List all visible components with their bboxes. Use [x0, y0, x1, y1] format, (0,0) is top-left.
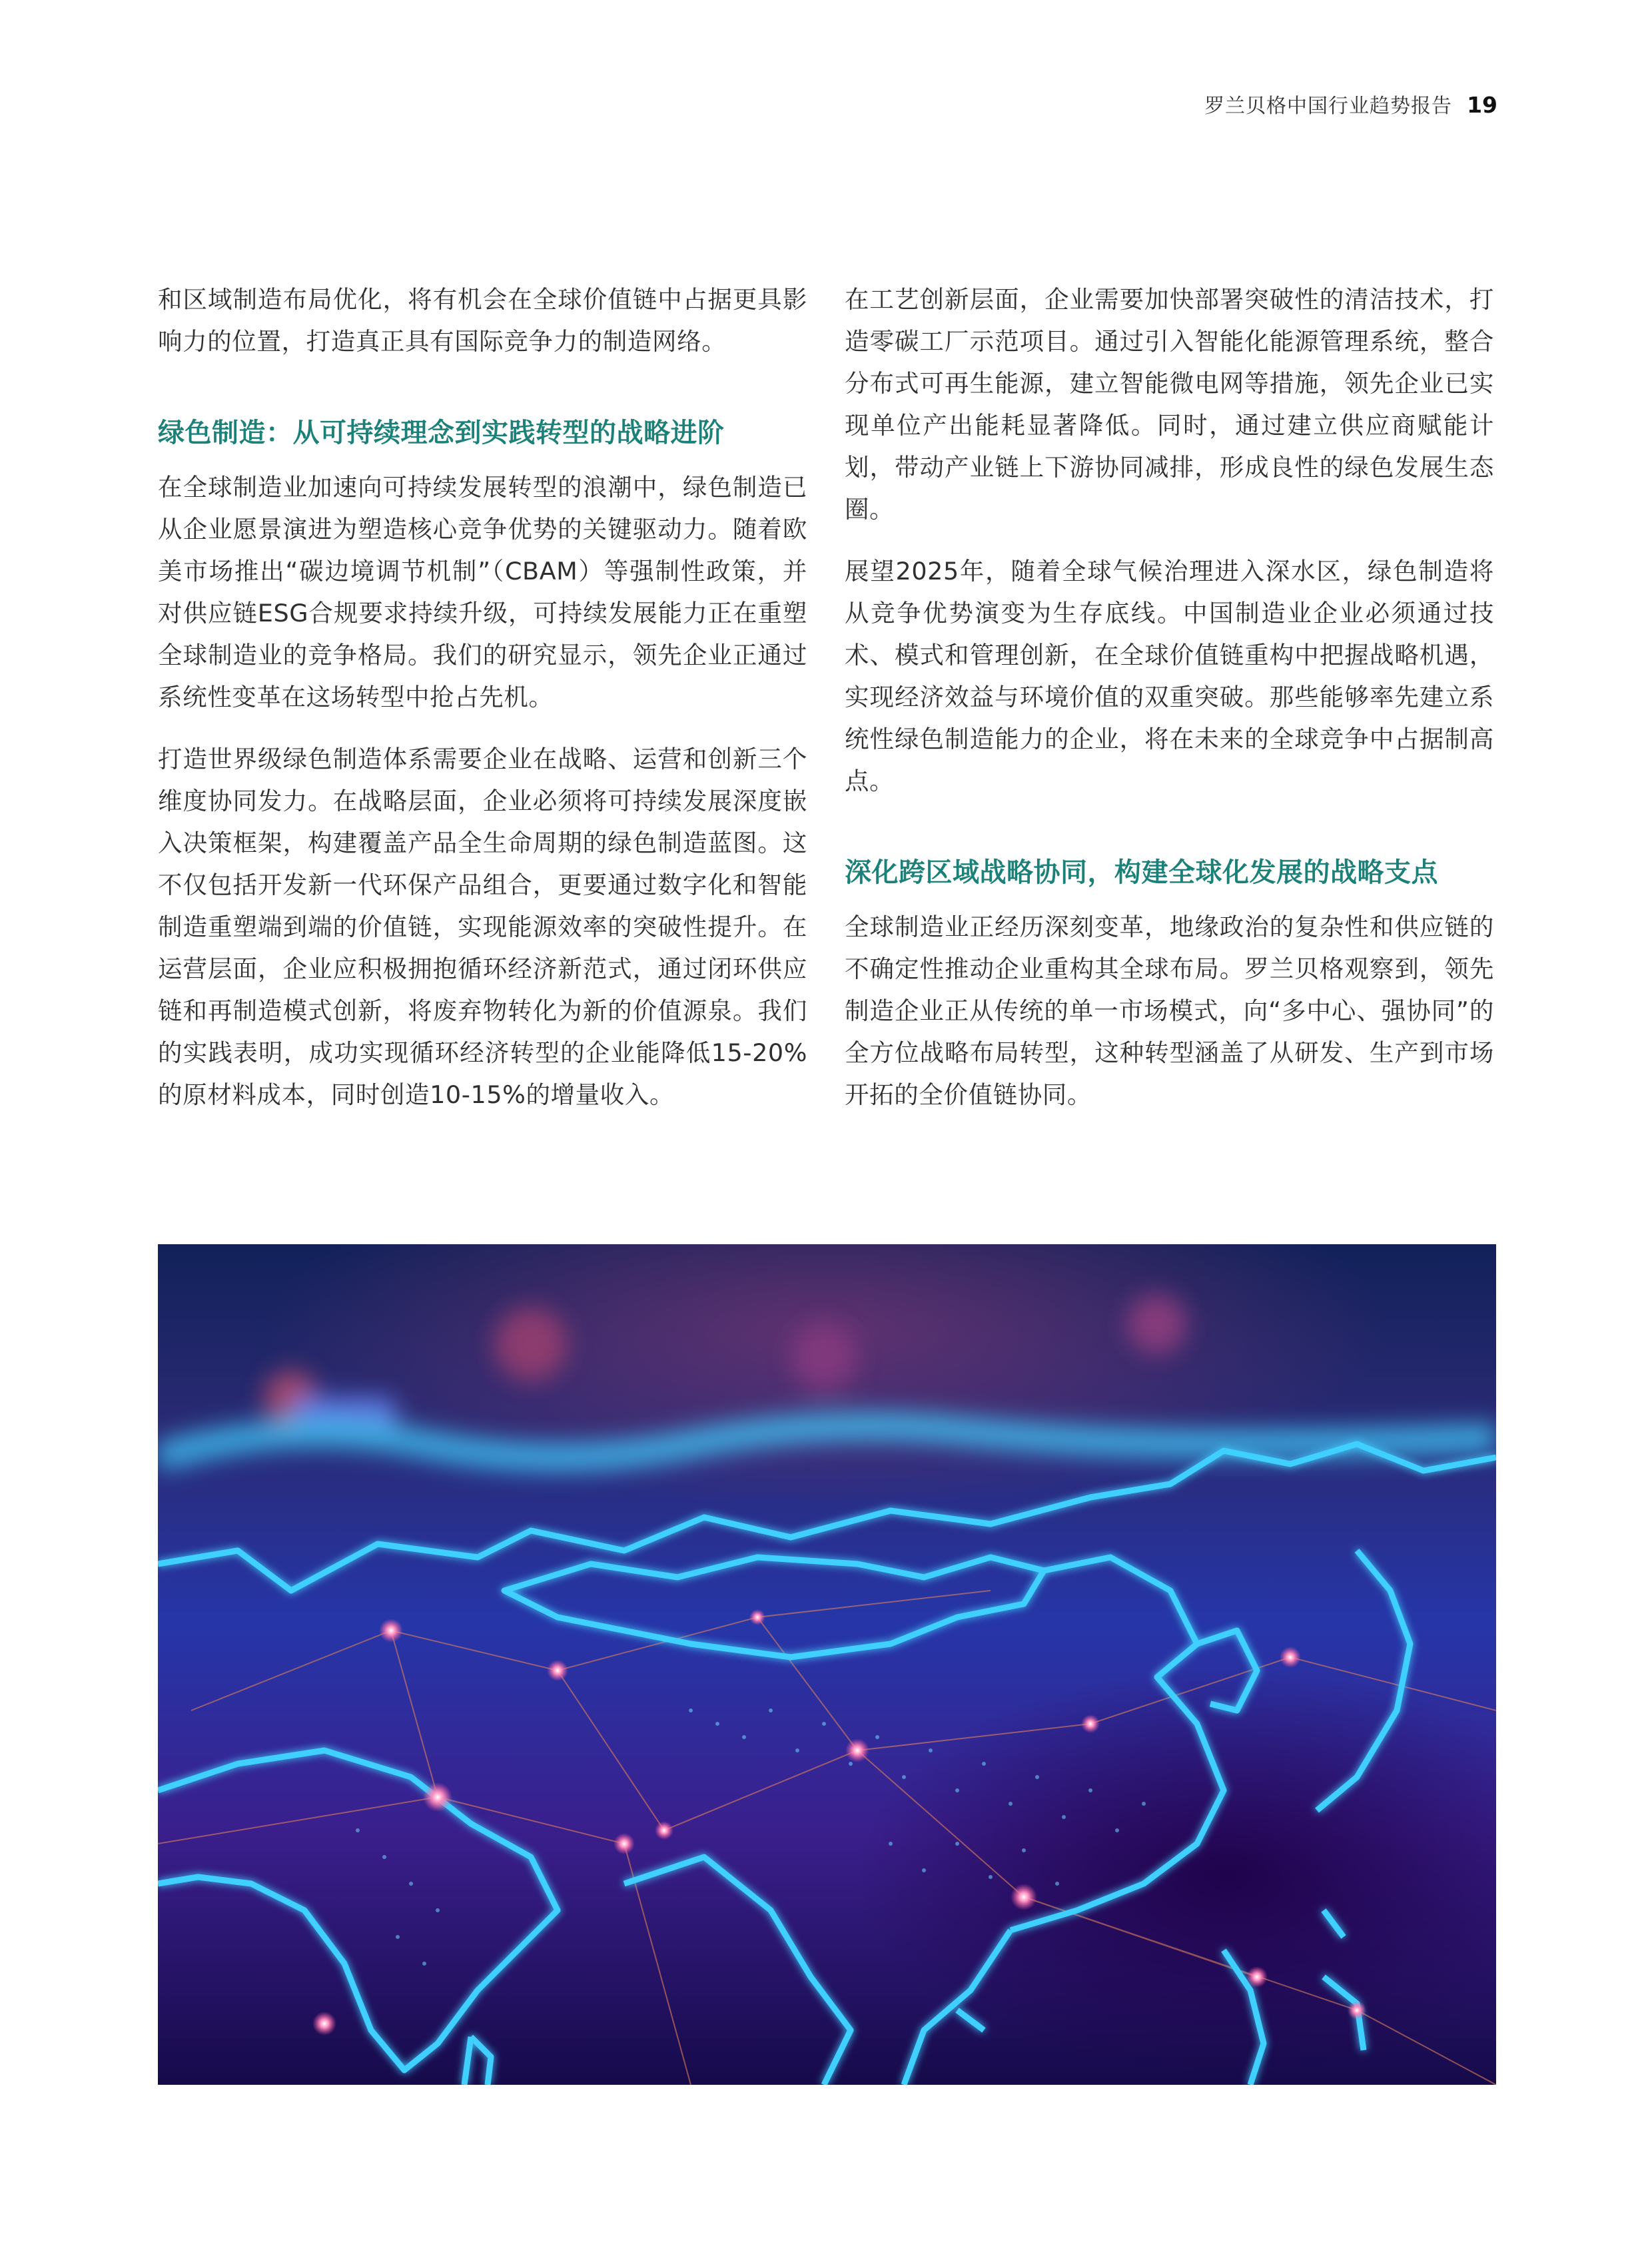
right-column	[845, 278, 1494, 1136]
left-column	[158, 278, 807, 1136]
spacer	[158, 382, 807, 413]
report-title: 罗兰贝格中国行业趋势报告	[1204, 95, 1453, 118]
body-paragraph: 打造世界级绿色制造体系需要企业在战略、运营和创新三个维度协同发力。在战略层面，企业必须将可持续发展深度嵌入决策框架，构建覆盖产品全生命周期的绿色制造蓝图。这不仅包括开发新一代环保产品组合，更要通过数字化和智能制造重塑端到端的价值链，实现能源效率的突破性提升。在运营层面，企业应积极拥抱循环经济新范式，通过闭环供应链和再制造模式创新，将废弃物转化为新的价值源泉。我们的实践表明，成功实现循环经济转型的企业能降低15-20%的原材料成本，同时创造10-15%的增量收入。	[158, 745, 807, 1109]
section-heading-green-manufacturing: 绿色制造：从可持续理念到实践转型的战略进阶	[158, 418, 725, 448]
asia-map-graphic	[158, 1244, 1496, 2085]
body-paragraph: 全球制造业正经历深刻变革，地缘政治的复杂性和供应链的不确定性推动企业重构其全球布局。罗兰贝格观察到，领先制造企业正从传统的单一市场模式，向“多中心、强协同”的全方位战略布局转型，这种转型涵盖了从研发、生产到市场开拓的全价值链协同。	[845, 913, 1494, 1109]
spacer	[845, 822, 1494, 853]
body-paragraph: 在工艺创新层面，企业需要加快部署突破性的清洁技术，打造零碳工厂示范项目。通过引入智能化能源管理系统，整合分布式可再生能源，建立智能微电网等措施，领先企业已实现单位产出能耗显著降低。同时，通过建立供应商赋能计划，带动产业链上下游协同减排，形成良性的绿色发展生态圈。	[845, 285, 1494, 524]
page-number: 19	[1467, 92, 1497, 118]
body-paragraph: 展望2025年，随着全球气候治理进入深水区，绿色制造将从竞争优势演变为生存底线。中国制造业企业必须通过技术、模式和管理创新，在全球价值链重构中把握战略机遇，实现经济效益与环境价值的双重突破。那些能够率先建立系统性绿色制造能力的企业，将在未来的全球竞争中占据制高点。	[845, 557, 1494, 795]
page-header	[1204, 89, 1497, 119]
hero-image-asia-network-map	[158, 1244, 1496, 2085]
intro-paragraph: 和区域制造布局优化，将有机会在全球价值链中占据更具影响力的位置，打造真正具有国际竞争力的制造网络。	[158, 285, 807, 356]
body-paragraph: 在全球制造业加速向可持续发展转型的浪潮中，绿色制造已从企业愿景演进为塑造核心竞争优势的关键驱动力。随着欧美市场推出“碳边境调节机制”（CBAM）等强制性政策，并对供应链ESG合规要求持续升级，可持续发展能力正在重塑全球制造业的竞争格局。我们的研究显示，领先企业正通过系统性变革在这场转型中抢占先机。	[158, 473, 807, 711]
section-heading-cross-region-synergy: 深化跨区域战略协同，构建全球化发展的战略支点	[845, 857, 1438, 888]
